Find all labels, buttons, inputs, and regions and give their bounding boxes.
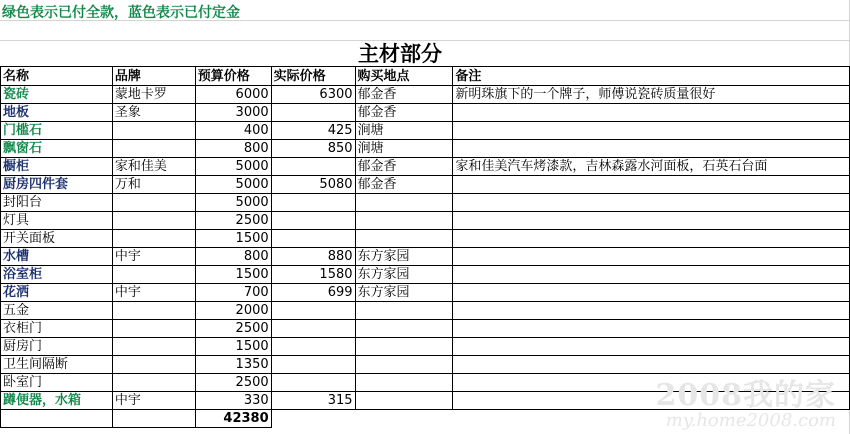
- sheet-title: 主材部分: [358, 42, 442, 66]
- cell-budget[interactable]: 2000: [195, 302, 271, 320]
- cell-name[interactable]: 厨房门: [1, 338, 113, 356]
- cell-place[interactable]: [355, 194, 453, 212]
- table-row: [1, 302, 850, 320]
- cell-budget[interactable]: 5000: [195, 194, 271, 212]
- cell-name[interactable]: 花洒: [1, 284, 113, 302]
- cell-brand[interactable]: 中宇: [112, 248, 195, 266]
- cell-budget[interactable]: 400: [195, 122, 271, 140]
- cell-name[interactable]: 卫生间隔断: [1, 356, 113, 374]
- watermark-main: 2008我的家: [655, 378, 836, 413]
- cell-name[interactable]: 封阳台: [1, 194, 113, 212]
- cell-place[interactable]: 郁金香: [355, 104, 453, 122]
- cell-brand[interactable]: 圣象: [112, 104, 195, 122]
- cell-actual[interactable]: [271, 356, 355, 374]
- cell-name[interactable]: 浴室柜: [1, 266, 113, 284]
- cell-budget[interactable]: 1500: [195, 230, 271, 248]
- table-row: [1, 176, 850, 194]
- cell-brand[interactable]: 蒙地卡罗: [112, 86, 195, 104]
- header-budget[interactable]: 预算价格: [195, 67, 271, 86]
- cell-brand[interactable]: [112, 230, 195, 248]
- cell-name[interactable]: 五金: [1, 302, 113, 320]
- cell-remark[interactable]: [453, 266, 850, 284]
- cell-place[interactable]: 东方家园: [355, 248, 453, 266]
- cell-budget[interactable]: 700: [195, 284, 271, 302]
- cell-budget[interactable]: 800: [195, 140, 271, 158]
- cell-brand[interactable]: [112, 122, 195, 140]
- table-row: [1, 356, 850, 374]
- cell-place[interactable]: 涧塘: [355, 122, 453, 140]
- cell-actual[interactable]: [271, 320, 355, 338]
- cell-budget[interactable]: 330: [195, 392, 271, 410]
- cell-remark[interactable]: [453, 248, 850, 266]
- cell-actual[interactable]: [271, 104, 355, 122]
- cell-remark[interactable]: [453, 392, 850, 410]
- cell-actual[interactable]: [271, 158, 355, 176]
- cell-remark[interactable]: [453, 302, 850, 320]
- cell-actual[interactable]: 425: [271, 122, 355, 140]
- cell-budget[interactable]: 3000: [195, 104, 271, 122]
- cell-budget[interactable]: 1500: [195, 338, 271, 356]
- cell-actual[interactable]: [271, 194, 355, 212]
- table-row: [1, 140, 850, 158]
- table-row: [1, 284, 850, 302]
- cell-brand[interactable]: 中宇: [112, 284, 195, 302]
- cell-remark[interactable]: [453, 374, 850, 392]
- cell-place[interactable]: 东方家园: [355, 266, 453, 284]
- cell-brand[interactable]: 中宇: [112, 392, 195, 410]
- cell-brand[interactable]: [112, 266, 195, 284]
- cell-remark[interactable]: [453, 194, 850, 212]
- cell-empty[interactable]: [1, 410, 113, 428]
- cell-actual[interactable]: 5080: [271, 176, 355, 194]
- header-row: [1, 67, 850, 86]
- cell-empty[interactable]: [271, 410, 849, 428]
- cell-remark[interactable]: [453, 338, 850, 356]
- cell-place[interactable]: 郁金香: [355, 176, 453, 194]
- cell-remark[interactable]: [453, 140, 850, 158]
- cell-actual[interactable]: 699: [271, 284, 355, 302]
- cell-name[interactable]: 厨房四件套: [1, 176, 113, 194]
- cell-remark[interactable]: 家和佳美汽车烤漆款，吉林森露水河面板，石英石台面: [453, 158, 850, 176]
- cell-remark[interactable]: [453, 122, 850, 140]
- table-row: [1, 338, 850, 356]
- cell-place[interactable]: [355, 212, 453, 230]
- cell-actual[interactable]: [271, 230, 355, 248]
- cell-place[interactable]: 涧塘: [355, 140, 453, 158]
- cell-budget[interactable]: 2500: [195, 374, 271, 392]
- header-remark[interactable]: 备注: [453, 67, 850, 86]
- cell-budget[interactable]: 2500: [195, 320, 271, 338]
- cell-brand[interactable]: [112, 140, 195, 158]
- table-row: [1, 230, 850, 248]
- cell-remark[interactable]: [453, 356, 850, 374]
- cell-actual[interactable]: [271, 302, 355, 320]
- table-row: [1, 266, 850, 284]
- cell-place[interactable]: 郁金香: [355, 158, 453, 176]
- cell-place[interactable]: [355, 356, 453, 374]
- cell-brand[interactable]: [112, 356, 195, 374]
- header-place[interactable]: 购买地点: [355, 67, 453, 86]
- budget-total[interactable]: 42380: [195, 410, 271, 428]
- cell-budget[interactable]: 6000: [195, 86, 271, 104]
- cell-place[interactable]: [355, 392, 453, 410]
- cell-brand[interactable]: 家和佳美: [112, 158, 195, 176]
- cell-budget[interactable]: 2500: [195, 212, 271, 230]
- cell-actual[interactable]: 880: [271, 248, 355, 266]
- cell-name[interactable]: 开关面板: [1, 230, 113, 248]
- table-row: [1, 320, 850, 338]
- cell-place[interactable]: 东方家园: [355, 284, 453, 302]
- cell-empty[interactable]: [112, 410, 195, 428]
- table-row: [1, 248, 850, 266]
- table-row: [1, 104, 850, 122]
- cell-actual[interactable]: [271, 338, 355, 356]
- cell-brand[interactable]: [112, 338, 195, 356]
- header-name[interactable]: 名称: [1, 67, 113, 86]
- cell-name[interactable]: 衣柜门: [1, 320, 113, 338]
- cell-brand[interactable]: 万和: [112, 176, 195, 194]
- cell-remark[interactable]: [453, 320, 850, 338]
- cell-actual[interactable]: 315: [271, 392, 355, 410]
- cell-place[interactable]: [355, 230, 453, 248]
- cell-brand[interactable]: [112, 302, 195, 320]
- cell-remark[interactable]: [453, 212, 850, 230]
- cell-remark[interactable]: [453, 284, 850, 302]
- cell-name[interactable]: 卧室门: [1, 374, 113, 392]
- materials-table: [0, 66, 850, 428]
- cell-brand[interactable]: [112, 374, 195, 392]
- cell-remark[interactable]: 新明珠旗下的一个牌子，师傅说瓷砖质量很好: [453, 86, 850, 104]
- cell-name[interactable]: 门槛石: [1, 122, 113, 140]
- cell-brand[interactable]: [112, 194, 195, 212]
- cell-name[interactable]: 蹲便器，水箱: [1, 392, 113, 410]
- payment-legend-note: 绿色表示已付全款，蓝色表示已付定金: [2, 5, 240, 21]
- cell-budget[interactable]: 1500: [195, 266, 271, 284]
- cell-place[interactable]: [355, 302, 453, 320]
- cell-budget[interactable]: 5000: [195, 158, 271, 176]
- header-brand[interactable]: 品牌: [112, 67, 195, 86]
- watermark-sub: my.home2008.com: [665, 410, 836, 431]
- cell-remark[interactable]: [453, 230, 850, 248]
- cell-remark[interactable]: [453, 104, 850, 122]
- table-row: [1, 122, 850, 140]
- cell-place[interactable]: [355, 320, 453, 338]
- cell-name[interactable]: 地板: [1, 104, 113, 122]
- table-row: [1, 392, 850, 410]
- total-row: [1, 410, 850, 428]
- table-row: [1, 374, 850, 392]
- cell-brand[interactable]: [112, 320, 195, 338]
- cell-name[interactable]: 水槽: [1, 248, 113, 266]
- table-row: [1, 86, 850, 104]
- cell-name[interactable]: 橱柜: [1, 158, 113, 176]
- cell-place[interactable]: 郁金香: [355, 86, 453, 104]
- cell-actual[interactable]: 6300: [271, 86, 355, 104]
- cell-budget[interactable]: 1350: [195, 356, 271, 374]
- table-row: [1, 212, 850, 230]
- cell-actual[interactable]: 850: [271, 140, 355, 158]
- cell-brand[interactable]: [112, 212, 195, 230]
- cell-place[interactable]: [355, 338, 453, 356]
- cell-budget[interactable]: 800: [195, 248, 271, 266]
- cell-actual[interactable]: 1580: [271, 266, 355, 284]
- cell-place[interactable]: [355, 374, 453, 392]
- cell-name[interactable]: 飘窗石: [1, 140, 113, 158]
- cell-remark[interactable]: [453, 176, 850, 194]
- cell-name[interactable]: 灯具: [1, 212, 113, 230]
- cell-actual[interactable]: [271, 374, 355, 392]
- table-row: [1, 194, 850, 212]
- header-actual[interactable]: 实际价格: [271, 67, 355, 86]
- cell-name[interactable]: 瓷砖: [1, 86, 113, 104]
- table-row: [1, 158, 850, 176]
- cell-actual[interactable]: [271, 212, 355, 230]
- cell-budget[interactable]: 5000: [195, 176, 271, 194]
